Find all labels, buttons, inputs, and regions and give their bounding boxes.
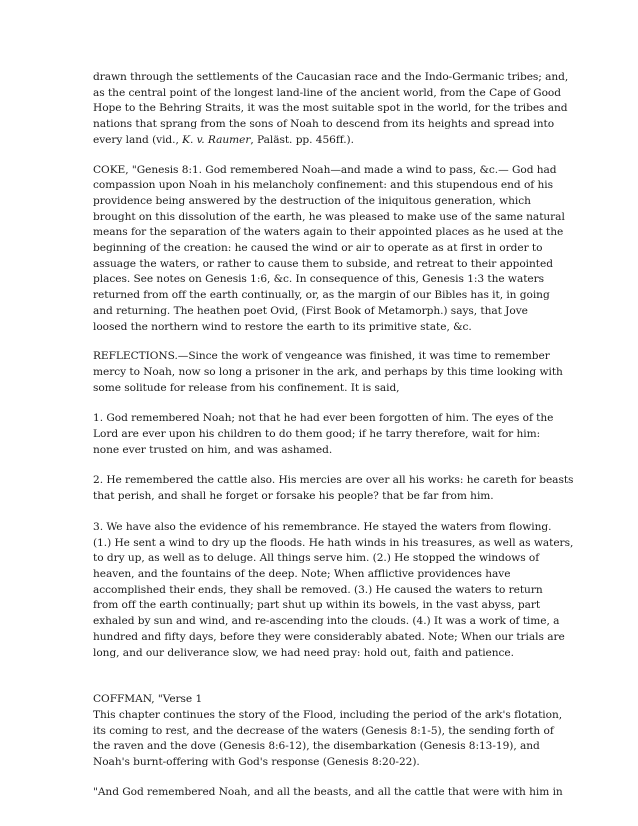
text-line: assuage the waters, or rather to cause them to subside, and retreat to their appointed: [93, 257, 553, 270]
text-line: beginning of the creation: he caused the wind or air to operate as at first in order to: [93, 242, 543, 255]
text-line: none ever trusted on him, and was ashamed.: [93, 443, 333, 456]
text-line: 1. God remembered Noah; not that he had ever been forgotten of him. The eyes of the: [93, 412, 554, 425]
text-line: hundred and fifty days, before they were considerably abated. Note; When our trials are: [93, 630, 565, 643]
text-line: Lord are ever upon his children to do them good; if he tarry therefore, wait for him:: [93, 428, 541, 441]
text-line: nations that sprang from the sons of Noah to descend from its heights and spread into: [93, 118, 555, 131]
text-line: 3. We have also the evidence of his remembrance. He stayed the waters from flowing.: [93, 520, 552, 533]
text-line: places. See notes on Genesis 1:6, &c. In consequence of this, Genesis 1:3 the waters: [93, 273, 545, 286]
paragraph-coke: [93, 163, 565, 336]
text-line: to dry up, as well as to deluge. All things serve him. (2.) He stopped the windows of: [93, 552, 540, 565]
text-line: long, and our deliverance slow, we had need pray: hold out, faith and patience.: [93, 646, 514, 659]
text-line: This chapter continues the story of the Flood, including the period of the ark's flotation,: [93, 708, 563, 721]
text-line: (1.) He sent a wind to dry up the floods. He hath winds in his treasures, as well as waters,: [93, 536, 574, 549]
text-line: loosed the northern wind to restore the earth to its primitive state, &c.: [93, 320, 472, 333]
paragraph-point-3: [93, 520, 574, 661]
text-line: means for the separation of the waters again to their appointed places as he used at the: [93, 226, 564, 239]
paragraph-reflections: [93, 349, 563, 396]
text-line: COKE, "Genesis 8:1. God remembered Noah—and made a wind to pass, &c.— God had: [93, 163, 557, 176]
citation-prefix: every land (vid.,: [93, 133, 183, 146]
paragraph-quote: [93, 785, 563, 801]
paragraph-point-2: [93, 473, 574, 504]
text-line: the raven and the dove (Genesis 8:6-12), the disembarkation (Genesis 8:13-19), and: [93, 740, 540, 753]
text-line: returned from off the earth continually, or, as the margin of our Bibles has it, in going: [93, 289, 550, 302]
text-line: compassion upon Noah in his melancholy confinement: and this stupendous end of his: [93, 179, 553, 192]
text-line: COFFMAN, "Verse 1: [93, 693, 203, 706]
text-line: providence being answered by the destruction of the iniquitous generation, which: [93, 194, 531, 207]
text-line: some solitude for release from his confinement. It is said,: [93, 381, 400, 394]
text-line: heaven, and the fountains of the deep. Note; When afflictive providences have: [93, 567, 511, 580]
text-line: as the central point of the longest land-line of the ancient world, from the Cape of Good: [93, 86, 561, 99]
text-line: exhaled by sun and wind, and re-ascending into the clouds. (4.) It was a work of time, a: [93, 615, 560, 628]
text-line: accomplished their ends, they shall be removed. (3.) He caused the waters to return: [93, 583, 543, 596]
text-line: "And God remembered Noah, and all the beasts, and all the cattle that were with him in: [93, 785, 563, 798]
paragraph-point-1: [93, 411, 554, 458]
paragraph-coffman: [93, 692, 563, 771]
citation-author: K. v. Raumer: [182, 133, 251, 146]
text-line: REFLECTIONS.—Since the work of vengeance was finished, it was time to remember: [93, 350, 550, 363]
text-line: mercy to Noah, now so long a prisoner in the ark, and perhaps by this time looking with: [93, 365, 563, 378]
text-line: from off the earth continually; part shut up within its bowels, in the vast abyss, part: [93, 599, 541, 612]
text-line: brought on this dissolution of the earth, he was pleased to make use of the same natural: [93, 210, 565, 223]
paragraph-raumer: [93, 70, 569, 149]
citation-suffix: , Paläst. pp. 456ff.).: [250, 133, 354, 146]
text-line: its coming to rest, and the decrease of the waters (Genesis 8:1-5), the sending forth of: [93, 724, 554, 737]
text-line: and returning. The heathen poet Ovid, (First Book of Metamorph.) says, that Jove: [93, 304, 528, 317]
text-line: drawn through the settlements of the Caucasian race and the Indo-Germanic tribes; and,: [93, 71, 569, 83]
text-line: Noah's burnt-offering with God's response (Genesis 8:20-22).: [93, 756, 420, 769]
text-line: that perish, and shall he forget or forsake his people? that be far from him.: [93, 490, 494, 503]
text-line: Hope to the Behring Straits, it was the most suitable spot in the world, for the tribes and: [93, 102, 568, 115]
text-line: 2. He remembered the cattle also. His mercies are over all his works: he careth for beasts: [93, 474, 574, 487]
text-line-with-citation: [93, 133, 550, 149]
